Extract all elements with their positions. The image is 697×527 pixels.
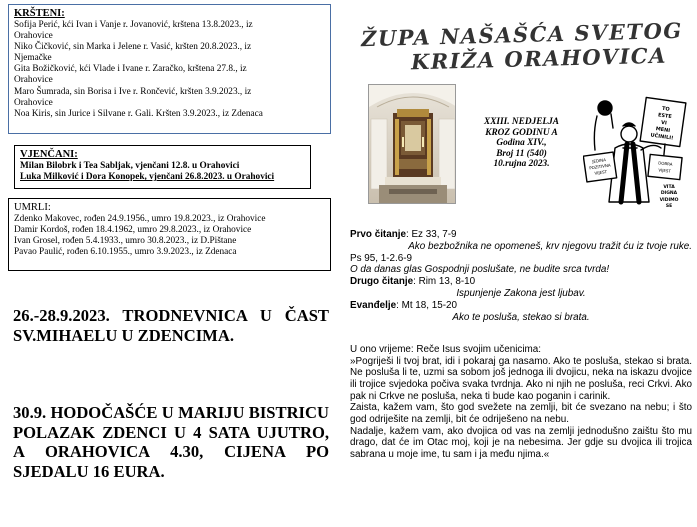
gospel-paragraph: Zaista, kažem vam, što god svežete na zemlji, bit će svezano na nebu; i što god odriješite na zemlji, bit će odriješeno na nebu. — [350, 402, 692, 425]
masthead-line-1: ŽUPA NAŠAŠĆA SVETOG — [360, 17, 684, 52]
logo-banner-text: DOBRA — [657, 160, 673, 167]
baptized-line: Njemačke — [14, 53, 52, 64]
issue-date: 10.rujna 2023. — [493, 159, 550, 169]
first-reading-quote: Ako bezbožnika ne opomeneš, krv njegovu tražit ću iz tvoje ruke. — [408, 240, 692, 252]
deceased-line: Zdenko Makovec, rođen 24.9.1956., umro 19.8.2023., iz Orahovice — [14, 214, 266, 224]
logo-stole-text: DIGNA — [660, 191, 678, 196]
logo-banner-text: VIJEST — [658, 167, 672, 174]
issue-info — [464, 117, 579, 170]
gospel-reading-label: Evanđelje — [350, 299, 397, 311]
logo-sign-text: ESTE — [657, 112, 673, 121]
notice-trodnevnica: 26.-28.9.2023. TRODNEVNICA U ČAST SV.MIHAELU U ZDENCIMA. — [13, 306, 329, 345]
second-reading-ref: : Rim 13, 8-10 — [413, 276, 476, 288]
baptized-box — [8, 4, 331, 134]
deceased-line: Pavao Paulić, rođen 6.10.1955., umro 3.9.2023., iz Zdenaca — [14, 247, 237, 258]
issue-year: Godina XIV., — [496, 138, 547, 148]
masthead-line-2: KRIŽA ORAHOVICA — [410, 42, 668, 75]
baptized-line: Noa Kiris, sin Jurice i Silvane r. Gali. Kršten 3.9.2023., iz Zdenaca — [14, 108, 263, 119]
readings-block — [350, 229, 692, 323]
logo-stole-text: VITA — [663, 185, 675, 190]
issue-sunday: XXIII. NEDJELJA — [484, 117, 559, 127]
deceased-box — [8, 198, 331, 271]
second-reading — [350, 276, 692, 288]
psalm-quote: O da danas glas Gospodnji poslušate, ne budite srca tvrda! — [350, 264, 610, 276]
issue-number: Broj 11 (540) — [496, 148, 547, 159]
baptized-line: Orahovice — [14, 97, 53, 108]
logo-sign-text: VI — [660, 119, 668, 127]
notice-pilgrimage: 30.9. HODOČAŠĆE U MARIJU BISTRICU POLAZAK ZDENCI U 4 SATA UJUTRO, A ORAHOVICA 4.30, CIJENA PO SJEDALU 16 EURA. — [13, 403, 329, 481]
parish-masthead — [351, 17, 691, 75]
married-line: Luka Milković i Dora Konopek, vjenčani 26.8.2023. u Orahovici — [20, 172, 275, 183]
logo-banner-text: VIJEST — [594, 169, 608, 176]
pope-illustration-drawing — [583, 92, 691, 210]
baptized-title: KRŠTENI: — [14, 8, 65, 19]
deceased-title: UMRLI: — [14, 202, 51, 213]
logo-stole-text: VIDIMO — [659, 198, 679, 203]
second-reading-quote: Ispunjenje Zakona jest ljubav. — [456, 287, 586, 299]
logo-sign-text: UČINILI! — [650, 132, 674, 142]
second-reading-label: Drugo čitanje — [350, 276, 414, 288]
gospel-intro: U ono vrijeme: Reče Isus svojim učenicima: — [350, 344, 541, 355]
issue-season: KROZ GODINU A — [485, 127, 558, 138]
gospel-paragraph: Nadalje, kažem vam, ako dvojica od vas na zemlji jednodušno zaištu što mu drago, dat će im Otac moj, koji je na nebesima. Jer gdje su dvojica ili trojica sabrana u moje ime, tu sam i ja među njima.« — [350, 425, 692, 460]
first-reading — [350, 229, 692, 241]
gospel-reading-quote: Ako te posluša, stekao si brata. — [452, 311, 590, 323]
logo-stole-text: SE — [665, 204, 673, 209]
logo-banner-text: JEDINA — [591, 157, 607, 164]
pope-illustration — [583, 92, 691, 210]
psalm-ref: Ps 95, 1-2.6-9 — [350, 252, 413, 264]
baptized-line: Orahovice — [14, 31, 53, 42]
logo-banner-text: POZITIVNA — [588, 162, 611, 171]
baptized-line: Sofija Perić, kći Ivan i Vanje r. Jovanović, krštena 13.8.2023., iz — [14, 20, 253, 30]
deceased-line: Damir Kordoš, rođen 18.4.1962, umro 29.8.2023., iz Orahovice — [14, 225, 252, 236]
church-altar-photo — [368, 84, 456, 204]
logo-sign-text: MENI — [655, 126, 671, 135]
gospel-text — [350, 344, 692, 461]
first-reading-ref: : Ez 33, 7-9 — [405, 229, 457, 240]
baptized-line: Gita Božičković, kći Vlade i Ivane r. Zaračko, krštena 27.8., iz — [14, 64, 247, 75]
gospel-reading — [350, 300, 692, 312]
baptized-line: Maro Šumrada, sin Borisa i Ive r. Rončević, kršten 3.9.2023., iz — [14, 86, 252, 97]
gospel-reading-ref: : Mt 18, 15-20 — [396, 299, 458, 311]
deceased-line: Ivan Grosel, rođen 5.4.1933., umro 30.8.2023., iz D.Pištane — [14, 236, 237, 247]
church-altar-image — [369, 85, 456, 204]
married-line: Milan Bilobrk i Tea Sabljak, vjenčani 12.8. u Orahovici — [20, 161, 240, 171]
baptized-line: Niko Čičković, sin Marka i Jelene r. Vasić, kršten 20.8.2023., iz — [14, 42, 252, 53]
gospel-paragraph: »Pogriješi li tvoj brat, idi i pokaraj ga nasamo. Ako te posluša, stekao si brata. Ne posluša li te, uzmi sa sobom još jednoga ili dvojicu, neka na iskazu dvojice ili trojice svjedoka počiva svaka tvrdnja. Ako ni njih ne posluša, reci Crkvi. Ako pak ni Crkve ne posluša, neka ti bude kao poganin i carinik. — [350, 355, 692, 402]
married-box — [14, 145, 311, 189]
logo-sign-text: TO — [661, 105, 671, 113]
first-reading-label: Prvo čitanje — [350, 229, 406, 240]
baptized-line: Orahovice — [14, 75, 53, 86]
married-title: VJENČANI: — [20, 149, 78, 160]
